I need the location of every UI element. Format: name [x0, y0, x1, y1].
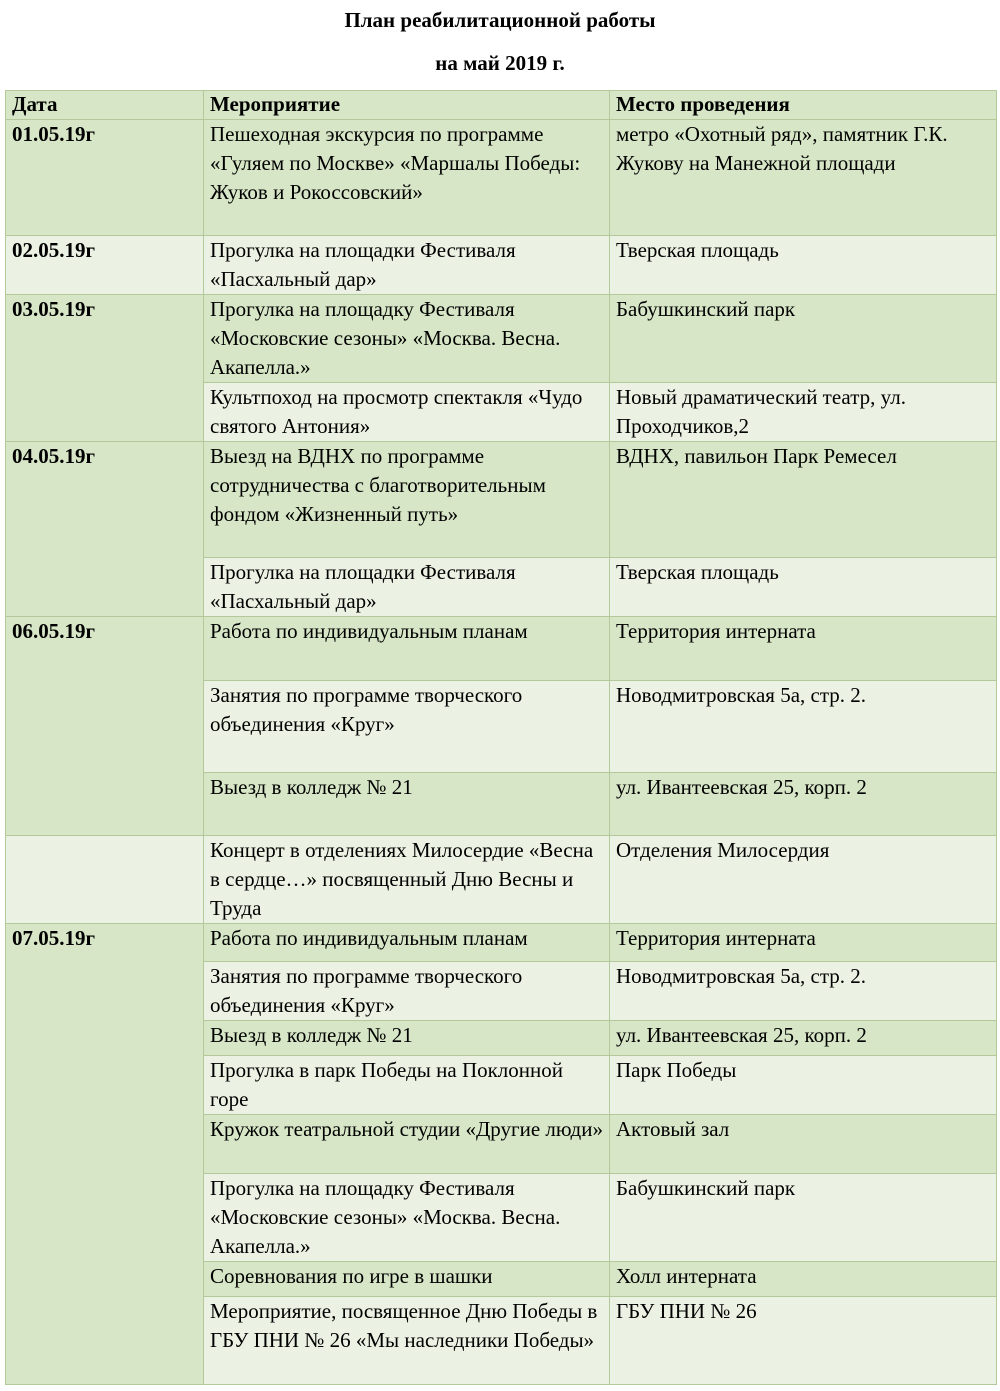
table-row [6, 924, 997, 962]
place-cell: Тверская площадь [610, 236, 997, 295]
place-cell: Отделения Милосердия [610, 836, 997, 924]
event-cell: Работа по индивидуальным планам [204, 617, 610, 681]
date-cell: 06.05.19г [6, 617, 204, 836]
place-cell: метро «Охотный ряд», памятник Г.К. Жукову на Манежной площади [610, 120, 997, 236]
event-cell: Соревнования по игре в шашки [204, 1262, 610, 1297]
event-cell: Занятия по программе творческого объединения «Круг» [204, 681, 610, 773]
event-cell: Прогулка в парк Победы на Поклонной горе [204, 1056, 610, 1115]
place-cell: ул. Ивантеевская 25, корп. 2 [610, 773, 997, 836]
table-row [6, 836, 997, 924]
document-title: План реабилитационной работы [344, 8, 656, 32]
table-row [6, 236, 997, 295]
date-cell: 02.05.19г [6, 236, 204, 295]
date-cell: 04.05.19г [6, 442, 204, 617]
place-cell: ВДНХ, павильон Парк Ремесел [610, 442, 997, 558]
event-cell: Пешеходная экскурсия по программе «Гуляем по Москве» «Маршалы Победы: Жуков и Рокоссовский» [204, 120, 610, 236]
header-event: Мероприятие [204, 91, 610, 120]
header-place: Место проведения [610, 91, 997, 120]
header-date: Дата [6, 91, 204, 120]
table-row [6, 120, 997, 236]
date-cell: 03.05.19г [6, 295, 204, 442]
place-cell: Актовый зал [610, 1115, 997, 1174]
place-cell: Новодмитровская 5а, стр. 2. [610, 962, 997, 1021]
event-cell: Мероприятие, посвященное Дню Победы в ГБУ ПНИ № 26 «Мы наследники Победы» [204, 1297, 610, 1385]
event-cell: Кружок театральной студии «Другие люди» [204, 1115, 610, 1174]
date-cell: 07.05.19г [6, 924, 204, 1385]
place-cell: Бабушкинский парк [610, 1174, 997, 1262]
table-header-row [6, 91, 997, 120]
schedule-table [5, 90, 997, 1385]
place-cell: ГБУ ПНИ № 26 [610, 1297, 997, 1385]
event-cell: Концерт в отделениях Милосердие «Весна в сердце…» посвященный Дню Весны и Труда [204, 836, 610, 924]
event-cell: Занятия по программе творческого объединения «Круг» [204, 962, 610, 1021]
table-row [6, 617, 997, 681]
place-cell: Бабушкинский парк [610, 295, 997, 383]
date-cell: 01.05.19г [6, 120, 204, 236]
event-cell: Выезд в колледж № 21 [204, 1021, 610, 1056]
event-cell: Работа по индивидуальным планам [204, 924, 610, 962]
table-row [6, 295, 997, 383]
table-row [6, 442, 997, 558]
event-cell: Прогулка на площадку Фестиваля «Московские сезоны» «Москва. Весна. Акапелла.» [204, 1174, 610, 1262]
place-cell: Территория интерната [610, 924, 997, 962]
event-cell: Прогулка на площадку Фестиваля «Московские сезоны» «Москва. Весна. Акапелла.» [204, 295, 610, 383]
place-cell: Новый драматический театр, ул. Проходчиков,2 [610, 383, 997, 442]
document-subtitle: на май 2019 г. [435, 51, 565, 75]
place-cell: ул. Ивантеевская 25, корп. 2 [610, 1021, 997, 1056]
place-cell: Тверская площадь [610, 558, 997, 617]
place-cell: Новодмитровская 5а, стр. 2. [610, 681, 997, 773]
place-cell: Территория интерната [610, 617, 997, 681]
date-cell [6, 836, 204, 924]
event-cell: Выезд в колледж № 21 [204, 773, 610, 836]
event-cell: Культпоход на просмотр спектакля «Чудо святого Антония» [204, 383, 610, 442]
event-cell: Прогулка на площадки Фестиваля «Пасхальный дар» [204, 558, 610, 617]
event-cell: Прогулка на площадки Фестиваля «Пасхальный дар» [204, 236, 610, 295]
place-cell: Холл интерната [610, 1262, 997, 1297]
place-cell: Парк Победы [610, 1056, 997, 1115]
event-cell: Выезд на ВДНХ по программе сотрудничества с благотворительным фондом «Жизненный путь» [204, 442, 610, 558]
